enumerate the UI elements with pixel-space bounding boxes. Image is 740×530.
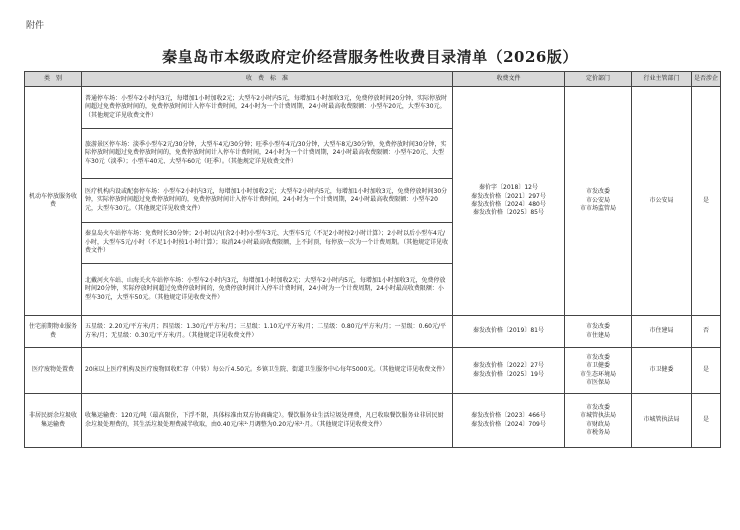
industry-dept-cell: 市卫健委 — [632, 348, 692, 394]
table-row — [25, 394, 721, 448]
document-cell — [453, 316, 565, 348]
dept-line: 市税务局 — [585, 428, 610, 436]
document-line: 秦发改价格〔2021〕297号 — [471, 192, 546, 200]
dept-line: 市公安局 — [585, 196, 610, 204]
involves-cell: 否 — [692, 316, 721, 348]
header-standard: 收 费 标 准 — [82, 72, 453, 87]
document-line: 秦发改价格〔2025〕85号 — [473, 209, 544, 217]
dept-line: 市生态环境局 — [579, 370, 616, 378]
involves-cell: 是 — [692, 87, 721, 316]
header-document: 收费文件 — [453, 72, 565, 87]
header-industry-dept: 行业主管部门 — [632, 72, 692, 87]
dept-line: 市财政局 — [585, 420, 610, 428]
document-line: 秦发改价格〔2025〕19号 — [473, 370, 544, 378]
industry-dept-cell: 市城管执法局 — [632, 394, 692, 448]
document-line: 秦发改价格〔2024〕709号 — [471, 420, 546, 428]
standard-cell: 医疗机构内设或配套停车场：小型车2小时内3元，每增加1小时加收2元；大型车2小时内5元，每增加1小时加收3元，免费停放时间30分钟，实际停放时间超过免费停放时间的，免费停放时间计入停车计费时间，24小时为一个计费周期，24小时最高收费限额：小型车20元，大型车30元。（其他规定详见收费文件） — [82, 179, 453, 223]
pricing-dept-cell — [565, 87, 632, 316]
table-row — [25, 87, 721, 129]
standard-cell: 五星级：2.20元/平方米/月；四星级：1.30元/平方米/月；三星级：1.10元/平方米/月；二星级：0.80元/平方米/月；一星级：0.60元/平方米/月；无星级：0.30元/平方米/月。（其他规定详见收费文件） — [82, 316, 453, 348]
header-involves: 是否涉企 — [692, 72, 721, 87]
document-line: 秦发改价格〔2024〕480号 — [471, 201, 546, 208]
standard-cell: 20床以上医疗机构及医疗废物回收贮存（中转）每公斤4.50元。乡镇卫生院、街道卫生服务中心每年5000元。（其他规定详见收费文件） — [82, 348, 453, 394]
document-line: 秦发改价格〔2022〕27号 — [473, 362, 544, 370]
category-cell: 机动车停放服务收费 — [25, 87, 82, 316]
document-line: 秦发改价格〔2019〕81号 — [473, 327, 544, 335]
table-row — [25, 316, 721, 348]
document-cell — [453, 348, 565, 394]
dept-line: 市医保局 — [585, 378, 610, 386]
dept-line: 市发改委 — [585, 353, 610, 361]
industry-dept-cell: 市住建局 — [632, 316, 692, 348]
page-title: 秦皇岛市本级政府定价经营服务性收费目录清单（2026版） — [162, 48, 578, 66]
dept-line: 市住建局 — [585, 331, 610, 339]
pricing-dept-cell — [565, 316, 632, 348]
involves-cell: 是 — [692, 394, 721, 448]
standard-cell: 收集运输费：120元/吨（最高限价，下浮不限，具体标准由双方协商确定）。餐饮服务业生活垃圾处理费，凡已收取餐饮服务业非居民厨余垃圾处理费的，其生活垃圾处理费减半收取，由0.40元/米²·月调整为0.20元/米²·月。（其他规定详见收费文件） — [82, 394, 453, 448]
standard-cell: 普通停车场：小型车2小时内3元，每增加1小时加收2元；大型车2小时内5元，每增加1小时加收3元，免费停放时间20分钟，实际停放时间超过免费停放时间的，免费停放时间计入停车计费时间，24小时为一个计费周期，24小时最高收费限额：小型车20元，大型车30元。（其他规定详见收费文件） — [82, 87, 453, 129]
document-line: 秦发改价格〔2023〕466号 — [471, 412, 546, 420]
dept-line: 市发改委 — [585, 403, 610, 411]
category-cell: 非居民厨余垃圾收集运输费 — [25, 394, 82, 448]
category-cell: 医疗废物处置费 — [25, 348, 82, 394]
pricing-dept-cell — [565, 348, 632, 394]
header-pricing-dept: 定价部门 — [565, 72, 632, 87]
dept-line: 市市场监管局 — [579, 205, 616, 213]
table-header-row — [25, 72, 721, 87]
dept-line: 市卫健委 — [585, 362, 610, 370]
standard-cell: 旅游景区停车场：淡季小型车2元/30分钟，大型车4元/30分钟；旺季小型车4元/30分钟，大型车8元/30分钟，免费停放时间30分钟，实际停放时间超过免费停放时间的，免费停放时间计入停车计费时间，24小时为一个计费周期，24小时最高收费限额：小型车20元、大型车30元（淡季）；小型车40元、大型车60元（旺季）。（其他规定详见收费文件） — [82, 129, 453, 179]
dept-line: 市发改委 — [585, 188, 610, 196]
industry-dept-cell: 市公安局 — [632, 87, 692, 316]
document-line: 秦价字〔2018〕12号 — [479, 184, 538, 192]
dept-line: 市发改委 — [585, 323, 610, 331]
pricing-dept-cell — [565, 394, 632, 448]
header-category: 类 别 — [25, 72, 82, 87]
document-cell — [453, 394, 565, 448]
document-cell — [453, 87, 565, 316]
attachment-label: 附件 — [26, 21, 45, 31]
dept-line: 市城管执法局 — [579, 412, 616, 420]
table-row — [25, 348, 721, 394]
category-cell: 住宅前期物业服务费 — [25, 316, 82, 348]
involves-cell: 是 — [692, 348, 721, 394]
standard-cell: 北戴河火车站、山海关火车站停车场：小型车2小时内3元，每增加1小时加收2元；大型车2小时内5元，每增加1小时加收3元，免费停放时间20分钟，实际停放时间超过免费停放时间的，免费停放时间计入停车计费时间，24小时为一个计费周期，24小时最高收费限额：小型车30元，大型车50元。（其他规定详见收费文件） — [82, 264, 453, 316]
standard-cell: 秦皇岛火车站停车场：免费时长30分钟；2小时以内(含2小时)小型车3元、大型车5元（不足2小时按2小时计算）；2小时以后小型车4元/小时，大型车5元/小时（不足1小时按1小时计算）；取消24小时最高收费限额，上不封顶，每停放一次为一个计费周期。（其他规定详见收费文件） — [82, 223, 453, 264]
fee-table — [24, 71, 721, 448]
